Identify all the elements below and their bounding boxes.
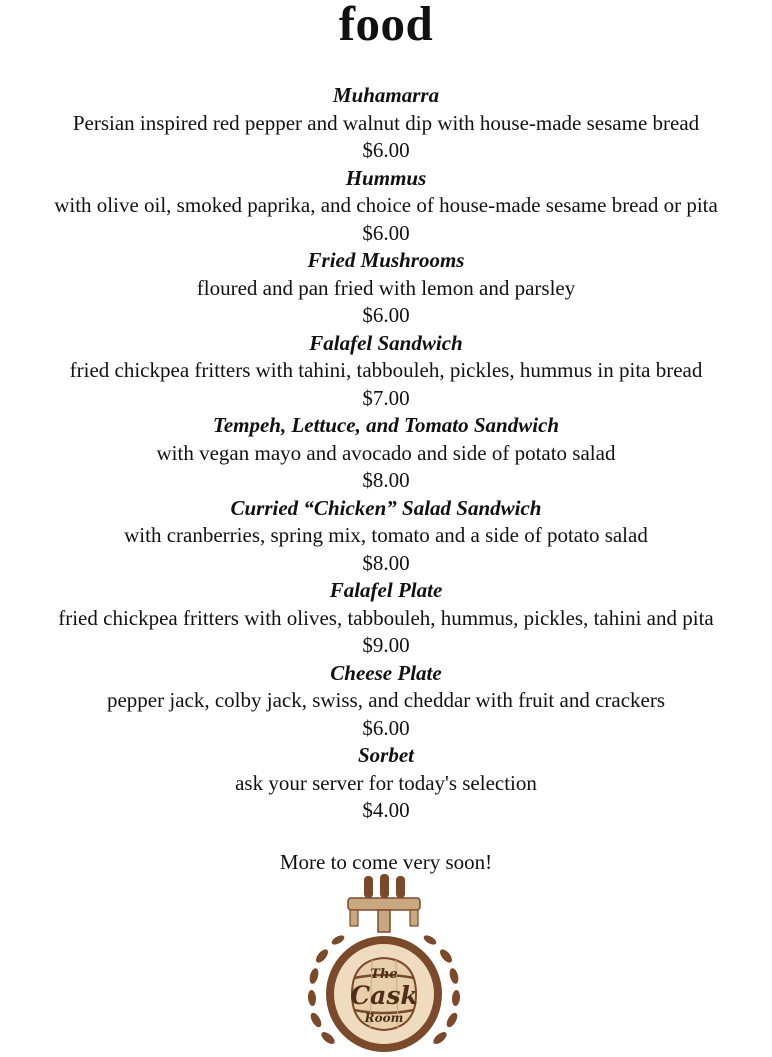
menu-item-price: $6.00 xyxy=(362,138,410,162)
menu-item xyxy=(0,412,772,495)
menu-item-price: $4.00 xyxy=(362,798,410,822)
menu-item-description: floured and pan fried with lemon and parsley xyxy=(196,275,576,300)
menu-item-price: $8.00 xyxy=(362,468,410,492)
menu-item-name: Hummus xyxy=(345,165,427,190)
cask-room-logo xyxy=(304,874,464,1057)
tap-handles-icon xyxy=(364,874,405,898)
menu-item-price: $6.00 xyxy=(362,220,410,245)
menu-item-price: $6.00 xyxy=(362,303,410,327)
menu-item-name: Falafel Sandwich xyxy=(309,330,463,355)
menu-item-description: fried chickpea fritters with tahini, tabbouleh, pickles, hummus in pita bread xyxy=(69,358,703,382)
menu-item-name: Falafel Plate xyxy=(329,578,443,602)
menu-item-name: Curried “Chicken” Salad Sandwich xyxy=(230,495,542,520)
menu-item-price: $9.00 xyxy=(362,633,410,657)
svg-text:Cask: Cask xyxy=(350,981,418,1010)
logo-graphic xyxy=(304,874,464,1057)
menu-item-name: Sorbet xyxy=(357,743,414,767)
menu-item xyxy=(0,577,772,660)
menu-item xyxy=(0,82,772,165)
menu-item-name: Cheese Plate xyxy=(330,660,442,685)
menu-item-description: pepper jack, colby jack, swiss, and cheddar with fruit and crackers xyxy=(106,688,666,712)
menu-item xyxy=(0,247,772,330)
menu-item-description: with vegan mayo and avocado and side of potato salad xyxy=(156,440,616,465)
menu-item-description: ask your server for today's selection xyxy=(235,770,537,795)
menu-item xyxy=(0,330,772,413)
svg-text:Room: Room xyxy=(364,1011,404,1025)
menu-item-description: Persian inspired red pepper and walnut dip with house-made sesame bread xyxy=(72,110,700,135)
menu-item xyxy=(0,742,772,825)
menu-item-name: Muhamarra xyxy=(332,83,440,107)
menu-item-description: with olive oil, smoked paprika, and choice of house-made sesame bread or pita xyxy=(54,193,718,217)
menu-item-name: Fried Mushrooms xyxy=(307,248,465,272)
page-title: food xyxy=(338,0,434,51)
menu-item-description: with cranberries, spring mix, tomato and a side of potato salad xyxy=(124,523,648,547)
svg-text:The: The xyxy=(370,967,398,982)
menu-item-price: $6.00 xyxy=(362,715,410,740)
menu-item xyxy=(0,495,772,578)
menu-list xyxy=(0,82,772,825)
menu-item xyxy=(0,165,772,248)
menu-item-price: $8.00 xyxy=(362,550,410,575)
menu-item xyxy=(0,660,772,743)
menu-item-name: Tempeh, Lettuce, and Tomato Sandwich xyxy=(212,413,560,437)
menu-item-price: $7.00 xyxy=(362,385,410,410)
footer-note: More to come very soon! xyxy=(279,850,493,874)
menu-item-description: fried chickpea fritters with olives, tabbouleh, hummus, pickles, tahini and pita xyxy=(58,605,714,630)
